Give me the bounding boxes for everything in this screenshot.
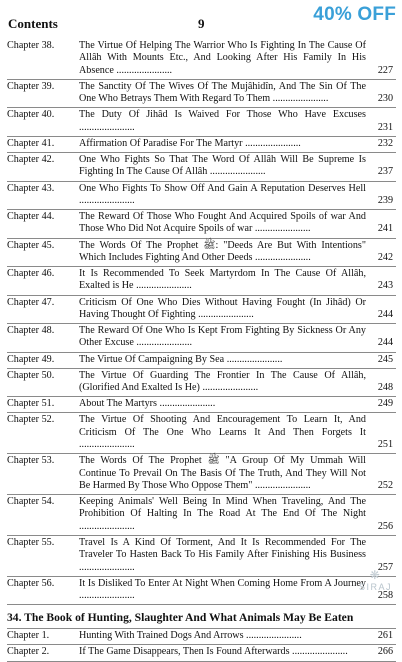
chapter-page: 237 [377, 166, 393, 178]
chapter-number: Chapter 51. [7, 398, 55, 410]
leader-dots: ...................... [252, 251, 311, 263]
chapter-page: 241 [377, 223, 393, 235]
chapter-title [79, 325, 396, 350]
chapter-title [79, 354, 396, 366]
toc-entry [7, 413, 396, 454]
watermark-logo-icon: ❋ [369, 568, 382, 582]
chapter-number: Chapter 1. [7, 630, 50, 642]
toc-entry [7, 239, 396, 268]
chapter-page: 249 [377, 398, 393, 410]
chapter-title-text: The Reward Of One Who Is Kept From Fighting By Sickness Or Any Other Excuse [79, 325, 366, 349]
chapter-title [79, 414, 396, 451]
chapter-title-text: The Words Of The Prophet ﷺ: "Deeds Are But With Intentions" Which Includes Fighting And Other Deeds [79, 239, 366, 263]
chapter-number: Chapter 54. [7, 496, 55, 507]
chapter-page: 257 [377, 561, 393, 573]
leader-dots: ...................... [79, 194, 135, 206]
chapter-title-text: It Is Recommended To Seek Martyrdom In The Cause Of Allâh, Exalted is He [79, 268, 366, 292]
chapter-number: Chapter 50. [7, 369, 55, 381]
chapter-page: 227 [377, 64, 393, 76]
chapter-title-text: One Who Fights So That The Word Of Allâh Will Be Supreme Is Fighting In The Cause Of Allâh [79, 154, 366, 178]
chapter-page: 232 [377, 137, 393, 149]
chapter-title-text: Keeping Animals' Well Being In Mind When Traveling, And The Prohibition Of Halting In The Road At The End Of The Night [79, 496, 366, 520]
chapter-number: Chapter 49. [7, 353, 55, 365]
toc-entry [7, 353, 396, 369]
leader-dots: ...................... [207, 166, 266, 178]
chapter-title-text: Hunting With Trained Dogs And Arrows [79, 630, 244, 642]
chapter-title [79, 183, 396, 208]
chapter-title-text: About The Martyrs [79, 398, 157, 410]
chapter-title-text: The Virtue Of Helping The Warrior Who Is Fighting In The Cause Of Allâh With Mounts Etc., And Looking After His Family In His Absence [79, 40, 366, 76]
chapter-title [79, 40, 396, 77]
toc-entry [7, 645, 396, 661]
chapter-number: Chapter 55. [7, 536, 55, 548]
chapter-title [79, 630, 396, 642]
leader-dots: ...................... [199, 382, 259, 393]
chapter-page: 248 [377, 382, 393, 393]
chapter-page: 231 [377, 121, 393, 133]
toc-entry [7, 454, 396, 495]
leader-dots: ...................... [195, 308, 254, 320]
chapter-number: Chapter 44. [7, 211, 55, 222]
leader-dots: ...................... [79, 520, 135, 532]
chapter-title [79, 370, 396, 395]
chapter-page: 252 [377, 479, 393, 491]
chapter-title-text: Criticism Of One Who Dies Without Having Fought (In Jihâd) Or Having Thought Of Fighting [79, 296, 366, 320]
toc-entry [7, 137, 396, 153]
chapter-number: Chapter 43. [7, 182, 55, 194]
chapter-page: 261 [377, 630, 393, 642]
chapter-title-text: The Virtue Of Campaigning By Sea [79, 353, 225, 365]
toc-entry [7, 536, 396, 577]
chapter-page: 266 [377, 646, 393, 658]
leader-dots: ...................... [157, 398, 216, 410]
chapter-title [79, 81, 396, 106]
chapter-title-text: The Virtue Of Shooting And Encouragement To Learn It, And Criticism Of The One Who Learns It And Then Forgets It [79, 414, 366, 438]
toc-entry [7, 153, 396, 182]
toc-entry [7, 80, 396, 109]
chapter-page: 239 [377, 194, 393, 206]
chapter-page: 244 [377, 337, 393, 349]
toc-entry [7, 39, 396, 80]
chapter-number: Chapter 41. [7, 137, 55, 149]
chapter-page: 256 [377, 520, 393, 532]
running-title: Contents [8, 16, 58, 31]
chapter-title-text: It Is Disliked To Enter At Night When Coming Home From A Journey [79, 577, 366, 589]
chapter-title-text: The Virtue Of Guarding The Frontier In The Cause Of Allâh, (Glorified And Exalted Is He) [79, 369, 366, 393]
leader-dots: ...................... [270, 93, 329, 105]
chapter-page: 230 [377, 93, 393, 105]
chapter-number: Chapter 56. [7, 577, 55, 589]
chapter-title [79, 537, 396, 574]
chapter-title [79, 496, 396, 533]
toc-entry [7, 369, 396, 398]
chapter-title [79, 154, 396, 179]
chapter-title-text: The Words Of The Prophet ﷺ "A Group Of My Ummah Will Continue To Prevail On The Basis Of The Truth, And They Will Not Be Harmed By Those Who Oppose Them" [79, 455, 366, 491]
leader-dots: ...................... [79, 439, 135, 450]
chapter-title-text: The Duty Of Jihâd Is Waived For Those Who Have Excuses [79, 109, 366, 121]
leader-dots: ...................... [243, 630, 302, 642]
chapter-number: Chapter 48. [7, 325, 55, 336]
chapter-number: Chapter 42. [7, 154, 55, 165]
table-of-contents [7, 39, 396, 662]
toc-entry [7, 397, 396, 413]
chapter-page: 242 [377, 251, 393, 263]
toc-entry [7, 577, 396, 606]
toc-entry [7, 629, 396, 645]
chapter-title [79, 109, 396, 134]
chapter-number: Chapter 2. [7, 646, 50, 658]
toc-entry [7, 324, 396, 353]
chapter-title-text: One Who Fights To Show Off And Gain A Reputation Deserves Hell [79, 182, 366, 194]
watermark-text: SIRAJ [358, 582, 392, 592]
leader-dots: ...................... [133, 337, 193, 349]
leader-dots: ...................... [252, 479, 311, 491]
discount-badge: 40% OFF [296, 0, 402, 30]
leader-dots: ...................... [133, 280, 192, 292]
chapter-number: Chapter 46. [7, 268, 55, 279]
chapter-title [79, 578, 396, 603]
chapter-title [79, 138, 396, 150]
toc-entry [7, 267, 396, 296]
chapter-page: 251 [377, 439, 393, 450]
toc-entry [7, 182, 396, 211]
chapter-number: Chapter 53. [7, 455, 55, 467]
chapter-title [79, 297, 396, 322]
chapter-title-text: The Sanctity Of The Wives Of The Mujâhidîn, And The Sin Of The One Who Betrays Them With Regard To Them [79, 80, 366, 105]
section-chapter-list [7, 629, 396, 661]
chapter-title [79, 240, 396, 265]
chapter-list [7, 39, 396, 605]
leader-dots: ...................... [79, 121, 135, 133]
chapter-title-text: If The Game Disappears, Then Is Found Afterwards [79, 646, 290, 658]
toc-entry [7, 108, 396, 137]
chapter-page: 245 [377, 353, 393, 365]
toc-entry [7, 210, 396, 239]
chapter-title-text: Travel Is A Kind Of Torment, And It Is Recommended For The Traveler To Hasten Back To His Family After Finishing His Business [79, 536, 366, 561]
section-heading: 34. The Book of Hunting, Slaughter And What Animals May Be Eaten [7, 605, 396, 629]
chapter-page: 258 [377, 590, 393, 602]
chapter-title [79, 268, 396, 293]
leader-dots: ...................... [224, 353, 283, 365]
chapter-title [79, 455, 396, 492]
toc-entry [7, 495, 396, 536]
chapter-number: Chapter 52. [7, 414, 55, 426]
leader-dots: ...................... [252, 223, 311, 235]
chapter-number: Chapter 38. [7, 40, 55, 51]
chapter-number: Chapter 40. [7, 109, 55, 121]
chapter-title [79, 398, 396, 410]
chapter-number: Chapter 45. [7, 239, 55, 251]
chapter-number: Chapter 47. [7, 296, 55, 308]
leader-dots: ...................... [289, 646, 348, 658]
leader-dots: ...................... [113, 64, 173, 76]
siraj-watermark [359, 568, 392, 592]
chapter-page: 243 [377, 280, 393, 292]
chapter-title [79, 211, 396, 236]
leader-dots: ...................... [79, 590, 135, 602]
chapter-title-text: Affirmation Of Paradise For The Martyr [79, 137, 243, 149]
page-number: 9 [198, 16, 205, 31]
leader-dots: ...................... [242, 137, 301, 149]
chapter-title-text: The Reward Of Those Who Fought And Acquired Spoils of war And Those Who Did Not Acquire Spoils of war [79, 211, 366, 235]
chapter-page: 244 [377, 308, 393, 320]
chapter-title [79, 646, 396, 658]
toc-entry [7, 296, 396, 325]
leader-dots: ...................... [79, 561, 135, 573]
chapter-number: Chapter 39. [7, 80, 55, 92]
